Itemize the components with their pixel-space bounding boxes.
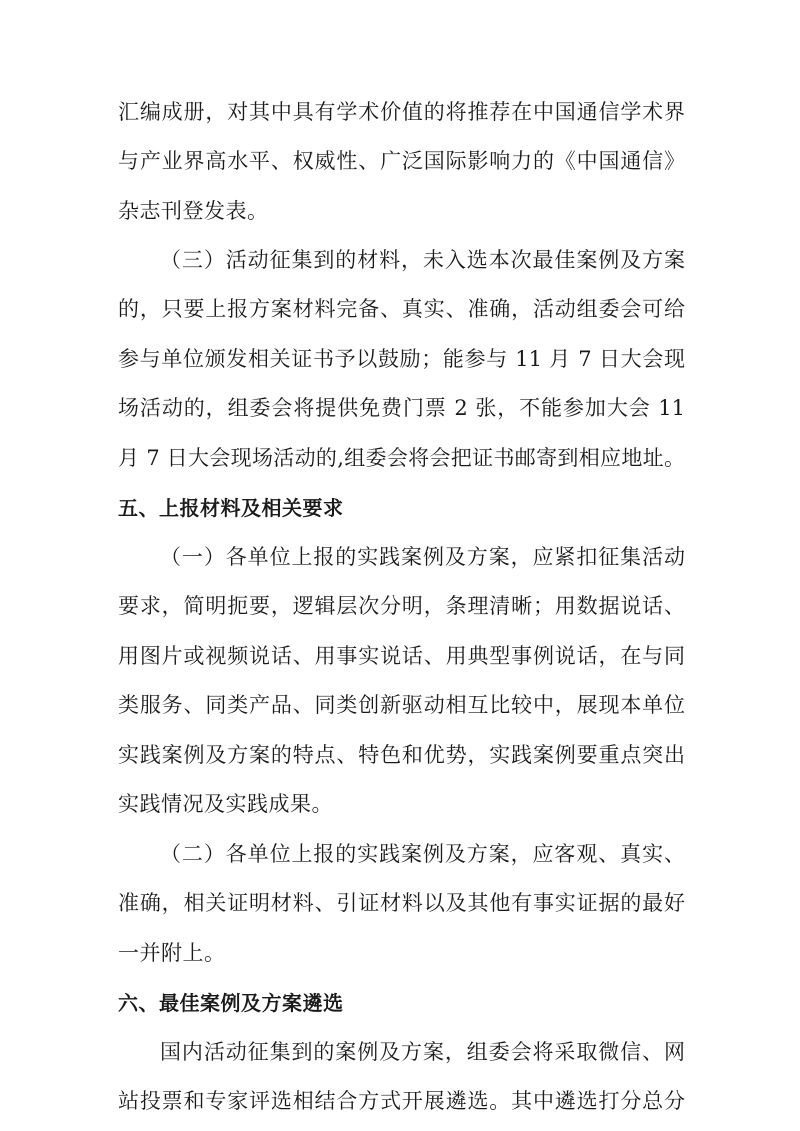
section-heading: 六、最佳案例及方案遴选 bbox=[118, 991, 344, 1015]
paragraph-line: 一并附上。 bbox=[118, 941, 226, 965]
paragraph-line: 国内活动征集到的案例及方案，组委会将采取微信、网 bbox=[160, 1040, 685, 1064]
paragraph-line: （二）各单位上报的实践案例及方案，应客观、真实、 bbox=[160, 842, 685, 866]
paragraph-line: 用图片或视频说话、用事实说话、用典型事例说话，在与同 bbox=[118, 644, 685, 668]
paragraph-line: 要求，简明扼要，逻辑层次分明，条理清晰；用数据说话、 bbox=[118, 594, 685, 618]
paragraph-line: 汇编成册，对其中具有学术价值的将推荐在中国通信学术界 bbox=[118, 100, 685, 124]
paragraph-line: 实践案例及方案的特点、特色和优势，实践案例要重点突出 bbox=[118, 743, 685, 767]
paragraph-line: 准确，相关证明材料、引证材料以及其他有事实证据的最好 bbox=[118, 891, 685, 915]
paragraph-line: （三）活动征集到的材料，未入选本次最佳案例及方案 bbox=[160, 248, 685, 272]
paragraph-line: 杂志刊登发表。 bbox=[118, 199, 269, 223]
paragraph-line: 站投票和专家评选相结合方式开展遴选。其中遴选打分总分 bbox=[118, 1089, 685, 1113]
paragraph-line: 的，只要上报方案材料完备、真实、准确，活动组委会可给 bbox=[118, 297, 685, 321]
paragraph-line: 参与单位颁发相关证书予以鼓励；能参与 11 月 7 日大会现 bbox=[118, 347, 685, 371]
paragraph-line: 实践情况及实践成果。 bbox=[118, 792, 333, 816]
section-heading: 五、上报材料及相关要求 bbox=[118, 496, 344, 520]
paragraph-line: （一）各单位上报的实践案例及方案，应紧扣征集活动 bbox=[160, 545, 685, 569]
paragraph-line: 月 7 日大会现场活动的,组委会将会把证书邮寄到相应地址。 bbox=[118, 446, 685, 470]
paragraph-line: 类服务、同类产品、同类创新驱动相互比较中，展现本单位 bbox=[118, 693, 685, 717]
paragraph-line: 场活动的，组委会将提供免费门票 2 张，不能参加大会 11 bbox=[118, 396, 685, 420]
paragraph-line: 与产业界高水平、权威性、广泛国际影响力的《中国通信》 bbox=[118, 149, 685, 173]
